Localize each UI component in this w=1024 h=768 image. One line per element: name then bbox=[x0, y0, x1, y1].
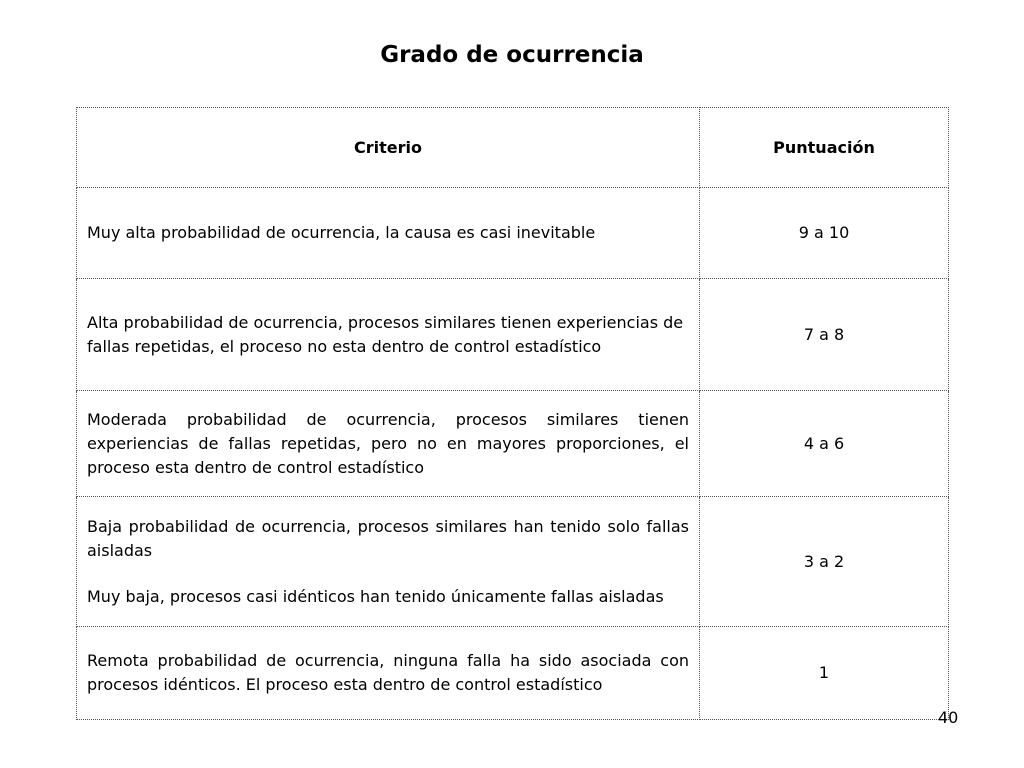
puntuacion-cell: 9 a 10 bbox=[700, 188, 949, 279]
puntuacion-cell: 4 a 6 bbox=[700, 391, 949, 497]
criterio-text: Muy alta probabilidad de ocurrencia, la causa es casi inevitable bbox=[87, 223, 596, 242]
page-number: 40 bbox=[938, 708, 959, 727]
criterio-text: Moderada probabilidad de ocurrencia, procesos similares tienen experiencias de fallas repetidas, pero no en mayores proporciones, el proceso esta dentro de control estadístico bbox=[87, 409, 689, 477]
puntuacion-cell: 7 a 8 bbox=[700, 279, 949, 391]
table-row bbox=[77, 391, 949, 497]
criterio-cell bbox=[77, 279, 700, 391]
puntuacion-cell: 1 bbox=[700, 627, 949, 720]
table-row bbox=[77, 497, 949, 627]
criterio-text: Alta probabilidad de ocurrencia, procesos similares tienen experiencias de fallas repetidas, el proceso no esta dentro de control estadístico bbox=[87, 312, 684, 356]
occurrence-table bbox=[76, 107, 949, 720]
column-header-puntuacion: Puntuación bbox=[700, 108, 949, 188]
criterio-text: Baja probabilidad de ocurrencia, procesos similares han tenido solo fallas aisladas bbox=[87, 516, 689, 560]
column-header-criterio: Criterio bbox=[77, 108, 700, 188]
page-title: Grado de ocurrencia bbox=[380, 42, 644, 68]
puntuacion-cell: 3 a 2 bbox=[700, 497, 949, 627]
criterio-text: Remota probabilidad de ocurrencia, ninguna falla ha sido asociada con procesos idénticos. El proceso esta dentro de control estadístico bbox=[87, 651, 689, 694]
table-row bbox=[77, 279, 949, 391]
criterio-cell bbox=[77, 391, 700, 497]
criterio-cell bbox=[77, 497, 700, 627]
criterio-cell bbox=[77, 188, 700, 279]
criterio-text: Muy baja, procesos casi idénticos han tenido únicamente fallas aisladas bbox=[87, 586, 664, 606]
criterio-cell bbox=[77, 627, 700, 720]
table-row bbox=[77, 188, 949, 279]
occurrence-table-container bbox=[76, 107, 949, 720]
table-row bbox=[77, 627, 949, 720]
table-header-row bbox=[77, 108, 949, 188]
